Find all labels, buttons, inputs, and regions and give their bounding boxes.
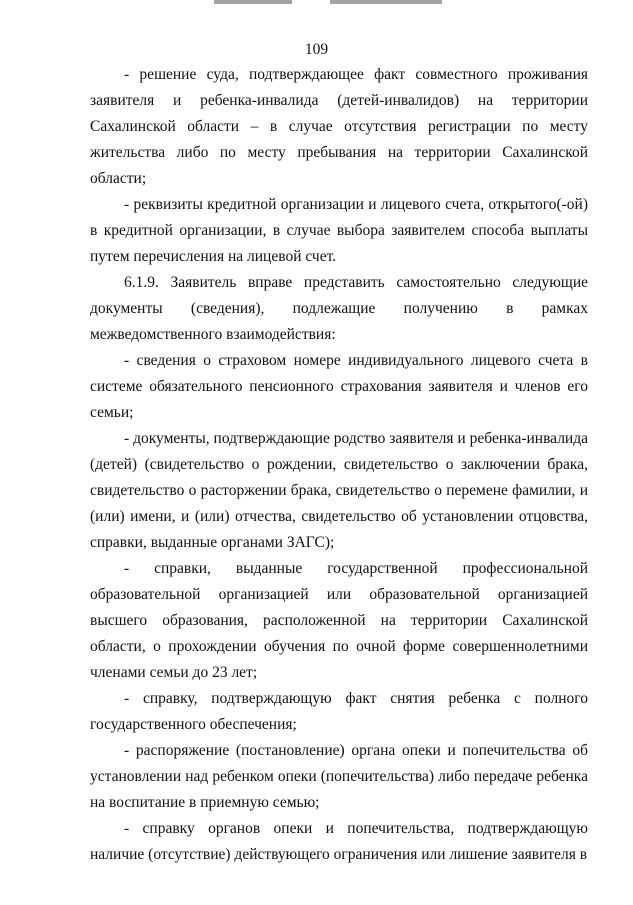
paragraph-bank-details: - реквизиты кредитной организации и лицевого счета, открытого(-ой) в кредитной организации, в случае выбора заявителем способа выплаты путем перечисления на лицевой счет.	[90, 196, 588, 265]
document-body	[90, 62, 588, 868]
paragraph-guardianship-certificate: - справку органов опеки и попечительства, подтверждающую наличие (отсутствие) действующего ограничения или лишение заявителя в	[90, 820, 588, 863]
paragraph-state-support: - справку, подтверждающую факт снятия ребенка с полного государственного обеспечения;	[90, 690, 588, 733]
scan-mark-right	[330, 0, 442, 4]
paragraph-insurance-number: - сведения о страховом номере индивидуального лицевого счета в системе обязательного пенсионного страхования заявителя и членов его семьи;	[90, 352, 588, 421]
paragraph-guardianship-order: - распоряжение (постановление) органа опеки и попечительства об установлении над ребенком опеки (попечительства) либо передаче ребенка на воспитание в приемную семью;	[90, 742, 588, 811]
page-number: 109	[304, 41, 329, 58]
paragraph-kinship-documents: - документы, подтверждающие родство заявителя и ребенка-инвалида (детей) (свидетельство о рождении, свидетельство о заключении брака, свидетельство о расторжении брака, свидетельство о перемене фамилии, и (или) имени, и (или) отчества, свидетельство об установлении отцовства, справки, выданные органами ЗАГС);	[90, 430, 588, 551]
scan-mark-left	[214, 0, 292, 4]
paragraph-education-certificates: - справки, выданные государственной профессиональной образовательной организацией или образовательной организацией высшего образования, расположенной на территории Сахалинской области, о прохождении обучения по очной форме совершеннолетними членами семьи до 23 лет;	[90, 560, 588, 681]
paragraph-court-decision: - решение суда, подтверждающее факт совместного проживания заявителя и ребенка-инвалида (детей-инвалидов) на территории Сахалинской области – в случае отсутствия регистрации по месту жительства либо по месту пребывания на территории Сахалинской области;	[90, 66, 588, 187]
paragraph-clause-6-1-9: 6.1.9. Заявитель вправе представить самостоятельно следующие документы (сведения), подлежащие получению в рамках межведомственного взаимодействия:	[90, 274, 588, 343]
